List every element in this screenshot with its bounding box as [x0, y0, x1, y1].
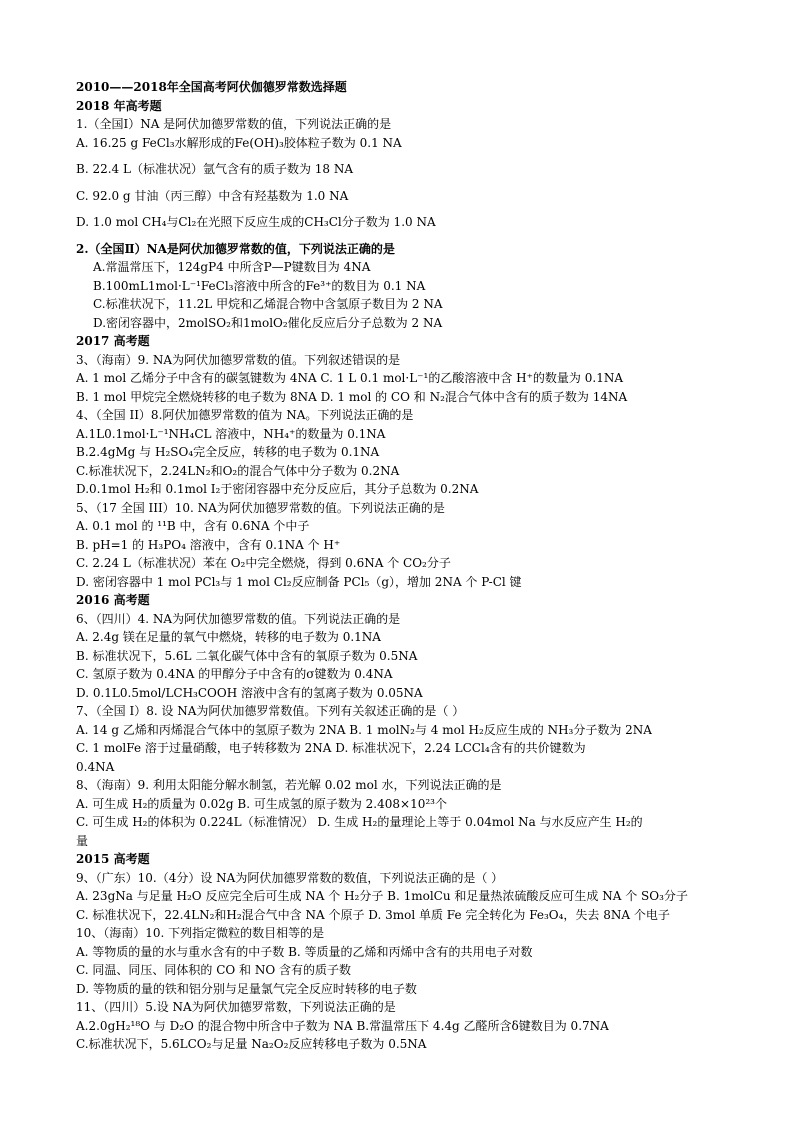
- text-line: 5、（17 全国 III）10. NA为阿伏加德罗常数的值。下列说法正确的是: [76, 500, 445, 515]
- text-line: A. 可生成 H₂的质量为 0.02g B. 可生成氢的原子数为 2.408×10²³个: [76, 796, 447, 811]
- text-line: C.标准状况下，5.6LCO₂与足量 Na₂O₂反应转移电子数为 0.5NA: [76, 1037, 427, 1051]
- text-line: 11、（四川）5.设 NA为阿伏加德罗常数，下列说法正确的是: [76, 1000, 396, 1014]
- text-line: A. 等物质的量的水与重水含有的中子数 B. 等质量的乙烯和丙烯中含有的共用电子对数: [76, 944, 533, 959]
- text-line: D. 密闭容器中 1 mol PCl₃与 1 mol Cl₂反应制备 PCl₅（g），增加 2NA 个 P-Cl 键: [76, 574, 522, 589]
- text-line: 1.（全国Ⅰ）NA 是阿伏加德罗常数的值，下列说法正确的是: [76, 117, 392, 131]
- text-line: 4、（全国 II）8.阿伏加德罗常数的值为 NA。下列说法正确的是: [76, 408, 414, 422]
- text-line: C. 氢原子数为 0.4NA 的甲醇分子中含有的σ键数为 0.4NA: [76, 667, 393, 681]
- text-line: 10、（海南）10. 下列指定微粒的数目相等的是: [76, 926, 325, 940]
- text-line: A. 1 mol 乙烯分子中含有的碳氢键数为 4NA C. 1 L 0.1 mol·L⁻¹的乙酸溶液中含 H⁺的数量为 0.1NA: [76, 371, 623, 385]
- spacer: [76, 179, 726, 187]
- text-line: A. 16.25 g FeCl₃水解形成的Fe(OH)₃胶体粒子数为 0.1 NA: [76, 135, 402, 150]
- section-heading: 2.（全国Ⅱ）NA是阿伏加德罗常数的值，下列说法正确的是: [76, 241, 395, 256]
- text-line: 0.4NA: [76, 759, 115, 774]
- text-line: B.2.4gMg 与 H₂SO₄完全反应，转移的电子数为 0.1NA: [76, 445, 380, 459]
- text-line: C. 标准状况下，22.4LN₂和H₂混合气中含 NA 个原子 D. 3mol 单质 Fe 完全转化为 Fe₃O₄，失去 8NA 个电子: [76, 907, 670, 922]
- text-line: A.常温常压下，124gP4 中所含P—P键数目为 4NA: [93, 260, 371, 274]
- text-line: A. 0.1 mol 的 ¹¹B 中，含有 0.6NA 个中子: [76, 519, 310, 533]
- text-line: 6、（四川）4. NA为阿伏加德罗常数的值。下列说法正确的是: [76, 611, 401, 626]
- spacer: [76, 205, 726, 213]
- text-line: B. 1 mol 甲烷完全燃烧转移的电子数为 8NA D. 1 mol 的 CO 和 N₂混合气体中含有的质子数为 14NA: [76, 389, 628, 404]
- section-heading: 2017 高考题: [76, 334, 150, 348]
- text-line: D.0.1mol H₂和 0.1mol I₂于密闭容器中充分反应后，其分子总数为 0.2NA: [76, 482, 479, 496]
- text-line: B. 标准状况下，5.6L 二氧化碳气体中含有的氧原子数为 0.5NA: [76, 648, 418, 663]
- text-line: D.密闭容器中，2molSO₂和1molO₂催化反应后分子总数为 2 NA: [93, 315, 443, 330]
- text-line: D. 等物质的量的铁和铝分别与足量氯气完全反应时转移的电子数: [76, 981, 417, 996]
- text-line: C. 1 molFe 溶于过量硝酸，电子转移数为 2NA D. 标准状况下，2.24 LCCl₄含有的共价键数为: [76, 741, 586, 755]
- text-line: C.标准状况下，2.24LN₂和O₂的混合气体中分子数为 0.2NA: [76, 463, 400, 478]
- text-line: A. 23gNa 与足量 H₂O 反应完全后可生成 NA 个 H₂分子 B. 1molCu 和足量热浓硫酸反应可生成 NA 个 SO₃分子: [76, 889, 688, 903]
- section-heading: 2016 高考题: [76, 593, 150, 607]
- text-line: C. 同温、同压、同体积的 CO 和 NO 含有的质子数: [76, 963, 351, 977]
- text-line: A. 14 g 乙烯和丙烯混合气体中的氢原子数为 2NA B. 1 molN₂与 4 mol H₂反应生成的 NH₃分子数为 2NA: [76, 722, 652, 737]
- document-page: [76, 78, 726, 1054]
- document-body: [76, 97, 726, 1054]
- text-line: 9、（广东）10.（4分）设 NA为阿伏加德罗常数的数值，下列说法正确的是（ ）: [76, 870, 504, 885]
- text-line: D. 1.0 mol CH₄与Cl₂在光照下反应生成的CH₃Cl分子数为 1.0 NA: [76, 215, 436, 229]
- text-line: 3、（海南）9. NA为阿伏加德罗常数的值。下列叙述错误的是: [76, 352, 401, 367]
- text-line: 7、（全国 I）8. 设 NA为阿伏加德罗常数值。下列有关叙述正确的是（ ）: [76, 704, 465, 718]
- text-line: B.100mL1mol·L⁻¹FeCl₃溶液中所含的Fe³⁺的数目为 0.1 NA: [93, 278, 426, 293]
- text-line: A.1L0.1mol·L⁻¹NH₄CL 溶液中，NH₄⁺的数量为 0.1NA: [76, 426, 386, 441]
- text-line: A. 2.4g 镁在足量的氧气中燃烧，转移的电子数为 0.1NA: [76, 630, 381, 644]
- text-line: C. 可生成 H₂的体积为 0.224L（标准情况） D. 生成 H₂的量理论上等于 0.04mol Na 与水反应产生 H₂的: [76, 815, 643, 829]
- text-line: 8、（海南）9. 利用太阳能分解水制氢，若光解 0.02 mol 水，下列说法正确的是: [76, 778, 502, 792]
- text-line: C.标准状况下，11.2L 甲烷和乙烯混合物中含氢原子数目为 2 NA: [93, 297, 443, 311]
- text-line: B. pH=1 的 H₃PO₄ 溶液中，含有 0.1NA 个 H⁺: [76, 537, 341, 552]
- section-heading: 2018 年高考题: [76, 98, 162, 113]
- text-line: D. 0.1L0.5mol/LCH₃COOH 溶液中含有的氢离子数为 0.05NA: [76, 685, 423, 700]
- text-line: 量: [76, 833, 89, 848]
- spacer: [76, 152, 726, 160]
- text-line: B. 22.4 L（标准状况）氩气含有的质子数为 18 NA: [76, 162, 354, 176]
- section-heading: 2015 高考题: [76, 852, 150, 866]
- text-line: C. 2.24 L（标准状况）苯在 O₂中完全燃烧，得到 0.6NA 个 CO₂分子: [76, 556, 451, 570]
- document-title: 2010——2018年全国高考阿伏伽德罗常数选择题: [76, 80, 347, 94]
- text-line: A.2.0gH₂¹⁸O 与 D₂O 的混合物中所含中子数为 NA B.常温常压下 4.4g 乙醛所含δ键数目为 0.7NA: [76, 1018, 609, 1033]
- text-line: C. 92.0 g 甘油（丙三醇）中含有羟基数为 1.0 NA: [76, 188, 349, 203]
- spacer: [76, 232, 726, 240]
